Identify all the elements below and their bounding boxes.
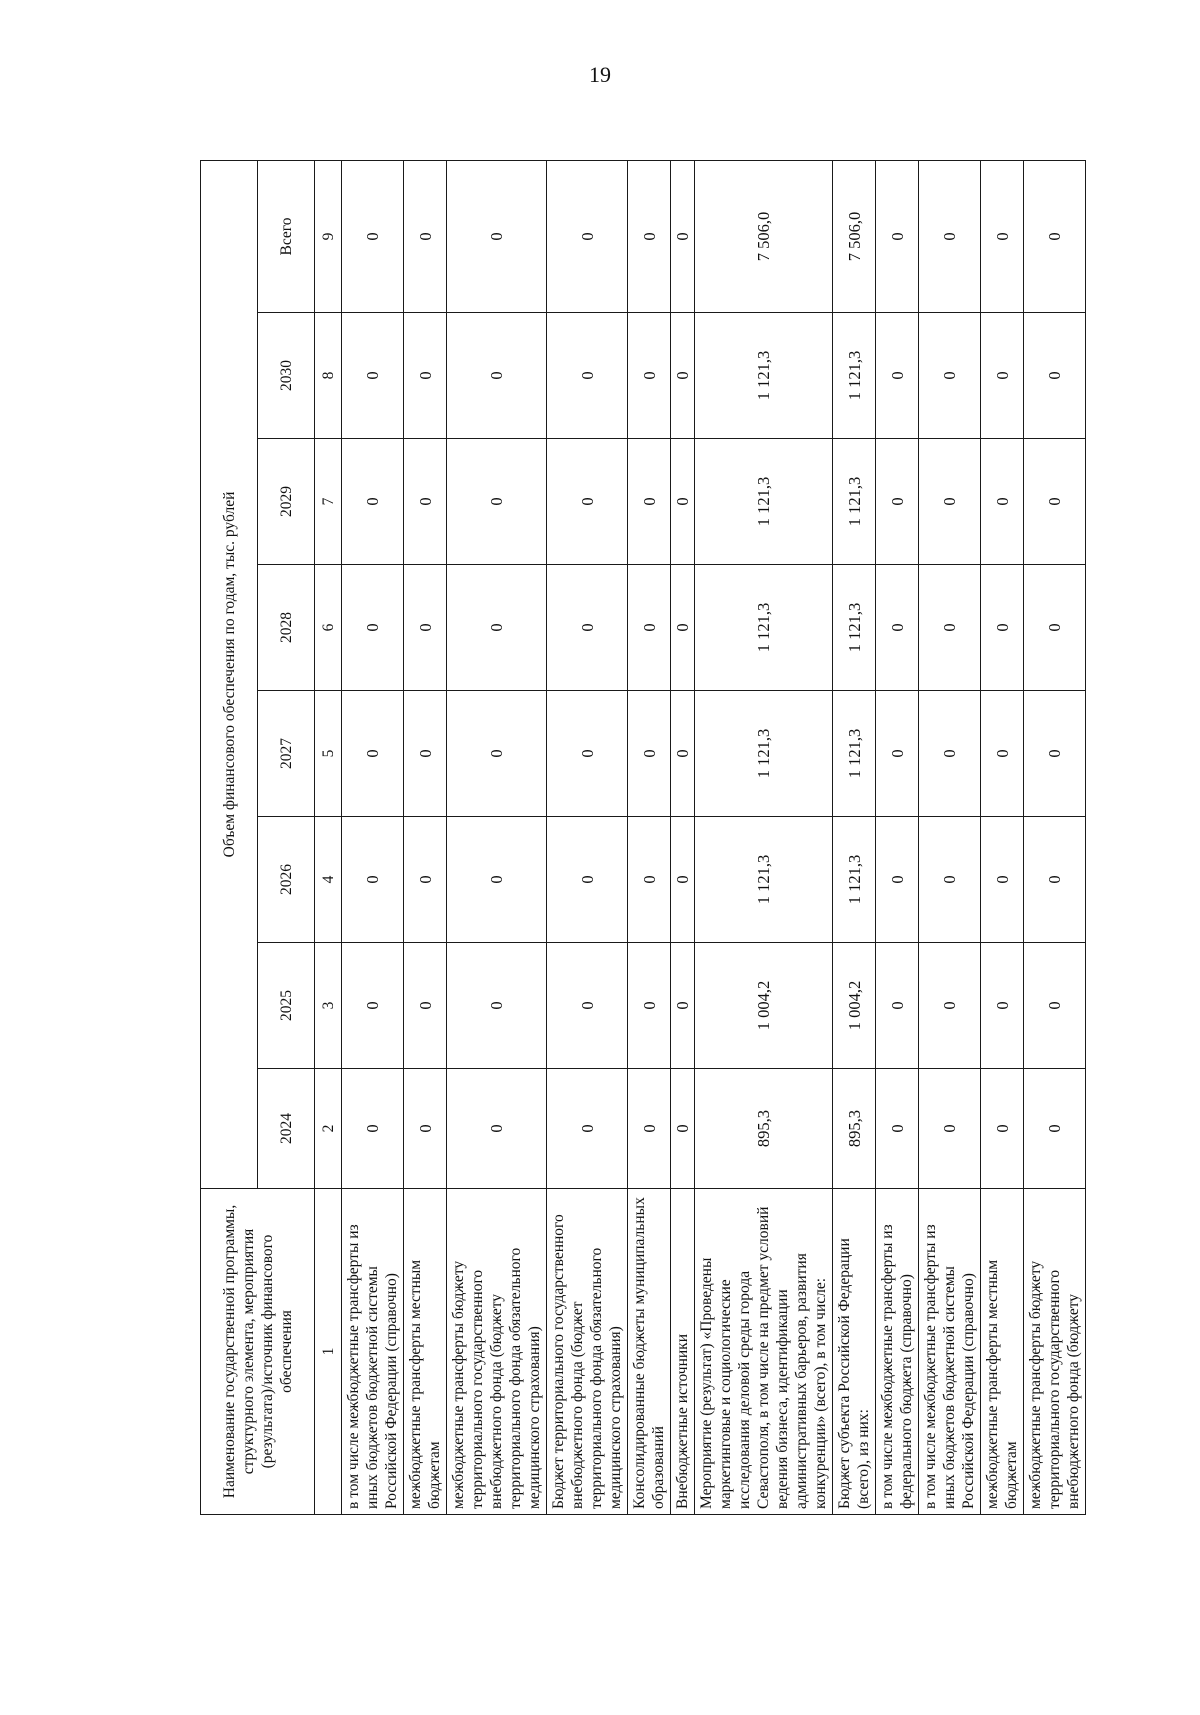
cell-value: 0 — [628, 943, 671, 1069]
column-number: 4 — [315, 817, 342, 943]
cell-value: 0 — [342, 943, 404, 1069]
cell-value: 0 — [671, 565, 695, 691]
cell-value: 0 — [447, 1069, 547, 1189]
cell-value: 895,3 — [695, 1069, 833, 1189]
cell-value: 0 — [404, 817, 447, 943]
cell-value: 0 — [342, 817, 404, 943]
row-name: Бюджет субъекта Российской Федерации (всего), из них: — [833, 1189, 876, 1515]
cell-value: 0 — [404, 943, 447, 1069]
cell-value: 0 — [628, 313, 671, 439]
cell-value: 0 — [671, 943, 695, 1069]
table-row — [833, 161, 876, 1515]
cell-value: 0 — [404, 565, 447, 691]
cell-value: 0 — [547, 1069, 628, 1189]
cell-value: 1 004,2 — [695, 943, 833, 1069]
header-year: 2027 — [258, 691, 315, 817]
header-year: 2026 — [258, 817, 315, 943]
cell-value: 0 — [1024, 439, 1086, 565]
cell-value: 0 — [1024, 943, 1086, 1069]
cell-value: 0 — [919, 439, 981, 565]
cell-value: 0 — [547, 565, 628, 691]
funding-table-rotated — [200, 161, 1097, 1515]
cell-value: 0 — [404, 313, 447, 439]
cell-value: 0 — [981, 565, 1024, 691]
cell-value: 0 — [1024, 817, 1086, 943]
cell-value: 0 — [671, 313, 695, 439]
cell-value: 0 — [447, 691, 547, 817]
cell-value: 1 121,3 — [833, 439, 876, 565]
cell-value: 0 — [981, 1069, 1024, 1189]
cell-total: 0 — [1024, 161, 1086, 313]
row-name: межбюджетные трансферты бюджету территориального государственного внебюджетного фонда (бюджету территориального фонда обязательного медицинского страхования) — [447, 1189, 547, 1515]
cell-value: 1 121,3 — [695, 313, 833, 439]
cell-total: 7 506,0 — [695, 161, 833, 313]
cell-value: 0 — [342, 691, 404, 817]
cell-value: 0 — [981, 817, 1024, 943]
row-name: Мероприятие (результат) «Проведены маркетинговые и социологические исследования деловой среды города Севастополя, в том числе на предмет условий ведения бизнеса, идентификации административных барьеров, развития конкуренции» (всего), в том числе: — [695, 1189, 833, 1515]
cell-value: 0 — [876, 817, 919, 943]
column-number: 6 — [315, 565, 342, 691]
table-row — [695, 161, 833, 1515]
cell-value: 0 — [628, 691, 671, 817]
row-name: межбюджетные трансферты местным бюджетам — [981, 1189, 1024, 1515]
row-name: межбюджетные трансферты бюджету территориального государственного внебюджетного фонда (бюджету — [1024, 1189, 1086, 1515]
cell-total: 7 506,0 — [833, 161, 876, 313]
cell-total: 0 — [671, 161, 695, 313]
cell-value: 0 — [547, 943, 628, 1069]
header-year: 2025 — [258, 943, 315, 1069]
cell-value: 0 — [547, 439, 628, 565]
cell-value: 0 — [919, 943, 981, 1069]
cell-value: 0 — [547, 313, 628, 439]
cell-value: 1 121,3 — [833, 817, 876, 943]
table-row — [342, 161, 404, 1515]
cell-value: 0 — [919, 313, 981, 439]
table-row — [981, 161, 1024, 1515]
cell-value: 895,3 — [833, 1069, 876, 1189]
cell-total: 0 — [342, 161, 404, 313]
cell-value: 0 — [1024, 565, 1086, 691]
table-row — [919, 161, 981, 1515]
header-year: 2024 — [258, 1069, 315, 1189]
cell-value: 1 121,3 — [833, 691, 876, 817]
cell-value: 0 — [404, 439, 447, 565]
cell-value: 0 — [342, 565, 404, 691]
column-number: 5 — [315, 691, 342, 817]
header-year: 2028 — [258, 565, 315, 691]
cell-value: 1 121,3 — [695, 691, 833, 817]
cell-value: 0 — [981, 943, 1024, 1069]
table-row — [628, 161, 671, 1515]
cell-value: 0 — [342, 1069, 404, 1189]
cell-value: 0 — [919, 1069, 981, 1189]
cell-total: 0 — [547, 161, 628, 313]
cell-value: 0 — [447, 943, 547, 1069]
cell-value: 1 121,3 — [695, 565, 833, 691]
header-year: 2030 — [258, 313, 315, 439]
column-number: 9 — [315, 161, 342, 313]
row-name: Внебюджетные источники — [671, 1189, 695, 1515]
cell-value: 0 — [876, 565, 919, 691]
row-name: в том числе межбюджетные трансферты из иных бюджетов бюджетной системы Российской Федерации (справочно) — [342, 1189, 404, 1515]
cell-value: 0 — [628, 565, 671, 691]
funding-table — [200, 160, 1086, 1515]
cell-value: 0 — [447, 439, 547, 565]
column-number: 2 — [315, 1069, 342, 1189]
cell-value: 0 — [981, 313, 1024, 439]
cell-value: 1 004,2 — [833, 943, 876, 1069]
cell-total: 0 — [919, 161, 981, 313]
cell-total: 0 — [404, 161, 447, 313]
column-number: 8 — [315, 313, 342, 439]
cell-value: 0 — [876, 313, 919, 439]
cell-value: 0 — [919, 817, 981, 943]
cell-value: 0 — [876, 439, 919, 565]
cell-value: 0 — [342, 313, 404, 439]
table-row — [547, 161, 628, 1515]
cell-value: 0 — [919, 565, 981, 691]
cell-value: 1 121,3 — [833, 565, 876, 691]
table-row — [671, 161, 695, 1515]
header-year: 2029 — [258, 439, 315, 565]
cell-value: 0 — [981, 691, 1024, 817]
table-row — [447, 161, 547, 1515]
table-row — [876, 161, 919, 1515]
cell-value: 1 121,3 — [833, 313, 876, 439]
header-total: Всего — [258, 161, 315, 313]
row-name: Бюджет территориального государственного внебюджетного фонда (бюджет территориального фонда обязательного медицинского страхования) — [547, 1189, 628, 1515]
cell-value: 0 — [404, 1069, 447, 1189]
cell-value: 1 121,3 — [695, 817, 833, 943]
cell-value: 0 — [671, 439, 695, 565]
cell-total: 0 — [981, 161, 1024, 313]
cell-value: 0 — [1024, 691, 1086, 817]
cell-value: 0 — [876, 1069, 919, 1189]
cell-value: 0 — [671, 817, 695, 943]
cell-value: 0 — [981, 439, 1024, 565]
cell-value: 0 — [671, 1069, 695, 1189]
header-name-column: Наименование государственной программы, структурного элемента, мероприятия (результата)/источник финансового обеспечения — [201, 1189, 315, 1515]
cell-total: 0 — [876, 161, 919, 313]
cell-total: 0 — [447, 161, 547, 313]
cell-value: 0 — [919, 691, 981, 817]
cell-value: 0 — [404, 691, 447, 817]
cell-value: 0 — [547, 691, 628, 817]
cell-value: 0 — [876, 943, 919, 1069]
cell-value: 0 — [1024, 1069, 1086, 1189]
cell-value: 0 — [1024, 313, 1086, 439]
table-row — [404, 161, 447, 1515]
cell-value: 0 — [628, 439, 671, 565]
cell-value: 0 — [628, 1069, 671, 1189]
cell-value: 0 — [447, 565, 547, 691]
cell-value: 1 121,3 — [695, 439, 833, 565]
cell-value: 0 — [628, 817, 671, 943]
column-number: 3 — [315, 943, 342, 1069]
row-name: межбюджетные трансферты местным бюджетам — [404, 1189, 447, 1515]
cell-value: 0 — [876, 691, 919, 817]
table-row — [1024, 161, 1086, 1515]
page-number: 19 — [589, 62, 611, 87]
cell-value: 0 — [447, 313, 547, 439]
cell-total: 0 — [628, 161, 671, 313]
cell-value: 0 — [671, 691, 695, 817]
header-volume-group: Объем финансового обеспечения по годам, тыс. рублей — [201, 161, 258, 1189]
cell-value: 0 — [447, 817, 547, 943]
column-number: 7 — [315, 439, 342, 565]
column-number: 1 — [315, 1189, 342, 1515]
cell-value: 0 — [342, 439, 404, 565]
cell-value: 0 — [547, 817, 628, 943]
row-name: в том числе межбюджетные трансферты из иных бюджетов бюджетной системы Российской Федерации (справочно) — [919, 1189, 981, 1515]
row-name: Консолидированные бюджеты муниципальных образований — [628, 1189, 671, 1515]
row-name: в том числе межбюджетные трансферты из федерального бюджета (справочно) — [876, 1189, 919, 1515]
